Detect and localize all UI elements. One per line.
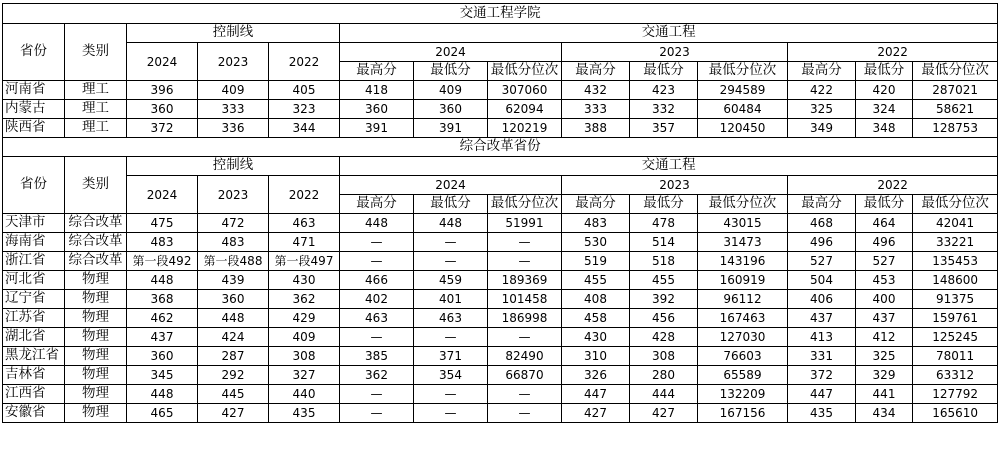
min-score-cell[interactable]: 325 — [856, 347, 913, 366]
control-2024-cell[interactable]: 368 — [127, 290, 198, 309]
control-2022-cell[interactable]: 第一段497 — [269, 252, 340, 271]
control-2023-cell[interactable]: 287 — [198, 347, 269, 366]
province-cell[interactable]: 河南省 — [3, 81, 65, 100]
table-row — [3, 119, 998, 138]
header-category[interactable]: 类别 — [65, 24, 127, 81]
control-2023-cell[interactable]: 427 — [198, 404, 269, 423]
control-2022-cell[interactable]: 327 — [269, 366, 340, 385]
max-score-cell[interactable]: — — [340, 233, 414, 252]
header-control-year-2023[interactable]: 2023 — [198, 176, 269, 214]
category-cell[interactable]: 物理 — [65, 385, 127, 404]
min-score-cell[interactable]: 354 — [414, 366, 488, 385]
control-2024-cell[interactable]: 462 — [127, 309, 198, 328]
control-2023-cell[interactable]: 409 — [198, 81, 269, 100]
control-2022-cell[interactable]: 405 — [269, 81, 340, 100]
header-control-year-2022[interactable]: 2022 — [269, 176, 340, 214]
province-cell[interactable]: 江西省 — [3, 385, 65, 404]
min-score-cell[interactable]: 348 — [856, 119, 913, 138]
control-2022-cell[interactable]: 430 — [269, 271, 340, 290]
control-2022-cell[interactable]: 429 — [269, 309, 340, 328]
category-cell[interactable]: 物理 — [65, 309, 127, 328]
header-category[interactable]: 类别 — [65, 157, 127, 214]
min-rank-cell[interactable]: 31473 — [698, 233, 788, 252]
header-max-score[interactable]: 最高分 — [340, 195, 414, 214]
table-row — [3, 366, 998, 385]
min-rank-cell[interactable]: 51991 — [488, 214, 562, 233]
section-title[interactable]: 综合改革省份 — [3, 138, 998, 157]
min-rank-cell[interactable]: 127030 — [698, 328, 788, 347]
control-2024-cell[interactable]: 396 — [127, 81, 198, 100]
max-score-cell[interactable]: 413 — [788, 328, 856, 347]
header-control-line[interactable]: 控制线 — [127, 157, 340, 176]
header-min-rank[interactable]: 最低分位次 — [913, 195, 998, 214]
table-row — [3, 271, 998, 290]
min-rank-cell[interactable]: 66870 — [488, 366, 562, 385]
max-score-cell[interactable]: 468 — [788, 214, 856, 233]
min-score-cell[interactable]: 409 — [414, 81, 488, 100]
header-min-rank[interactable]: 最低分位次 — [698, 195, 788, 214]
min-rank-cell[interactable]: 120450 — [698, 119, 788, 138]
control-2023-cell[interactable]: 448 — [198, 309, 269, 328]
control-2024-cell[interactable]: 448 — [127, 271, 198, 290]
min-rank-cell[interactable]: 58621 — [913, 100, 998, 119]
min-rank-cell[interactable]: 287021 — [913, 81, 998, 100]
min-rank-cell[interactable]: 135453 — [913, 252, 998, 271]
max-score-cell[interactable]: — — [340, 252, 414, 271]
min-rank-cell[interactable]: 65589 — [698, 366, 788, 385]
min-rank-cell[interactable]: 96112 — [698, 290, 788, 309]
min-score-cell[interactable]: 514 — [630, 233, 698, 252]
max-score-cell[interactable]: 385 — [340, 347, 414, 366]
max-score-cell[interactable]: — — [340, 404, 414, 423]
header-control-year-2023[interactable]: 2023 — [198, 43, 269, 81]
min-rank-cell[interactable]: 294589 — [698, 81, 788, 100]
min-rank-cell[interactable]: 82490 — [488, 347, 562, 366]
category-cell[interactable]: 综合改革 — [65, 233, 127, 252]
min-score-cell[interactable]: 427 — [630, 404, 698, 423]
max-score-cell[interactable]: 391 — [340, 119, 414, 138]
max-score-cell[interactable]: 402 — [340, 290, 414, 309]
header-min-score[interactable]: 最低分 — [856, 195, 913, 214]
max-score-cell[interactable]: 331 — [788, 347, 856, 366]
province-cell[interactable]: 陕西省 — [3, 119, 65, 138]
max-score-cell[interactable]: 466 — [340, 271, 414, 290]
table-row — [3, 385, 998, 404]
min-score-cell[interactable]: 401 — [414, 290, 488, 309]
min-rank-cell[interactable]: 148600 — [913, 271, 998, 290]
max-score-cell[interactable]: 530 — [562, 233, 630, 252]
min-score-cell[interactable]: 332 — [630, 100, 698, 119]
control-2023-cell[interactable]: 292 — [198, 366, 269, 385]
min-rank-cell[interactable]: 132209 — [698, 385, 788, 404]
header-control-year-2024[interactable]: 2024 — [127, 43, 198, 81]
max-score-cell[interactable]: 463 — [340, 309, 414, 328]
control-2024-cell[interactable]: 360 — [127, 100, 198, 119]
min-score-cell[interactable]: 453 — [856, 271, 913, 290]
header-min-rank[interactable]: 最低分位次 — [488, 62, 562, 81]
min-rank-cell[interactable]: 125245 — [913, 328, 998, 347]
header-max-score[interactable]: 最高分 — [340, 62, 414, 81]
province-cell[interactable]: 天津市 — [3, 214, 65, 233]
min-score-cell[interactable]: 392 — [630, 290, 698, 309]
max-score-cell[interactable]: 527 — [788, 252, 856, 271]
min-rank-cell[interactable]: 143196 — [698, 252, 788, 271]
max-score-cell[interactable]: 325 — [788, 100, 856, 119]
category-cell[interactable]: 物理 — [65, 366, 127, 385]
control-2022-cell[interactable]: 362 — [269, 290, 340, 309]
min-rank-cell[interactable]: 128753 — [913, 119, 998, 138]
header-min-score[interactable]: 最低分 — [414, 195, 488, 214]
control-2022-cell[interactable]: 308 — [269, 347, 340, 366]
header-min-score[interactable]: 最低分 — [856, 62, 913, 81]
header-major[interactable]: 交通工程 — [340, 24, 998, 43]
category-cell[interactable]: 物理 — [65, 290, 127, 309]
header-control-line[interactable]: 控制线 — [127, 24, 340, 43]
table-row — [3, 100, 998, 119]
header-major[interactable]: 交通工程 — [340, 157, 998, 176]
min-score-cell[interactable]: 412 — [856, 328, 913, 347]
min-score-cell[interactable]: 434 — [856, 404, 913, 423]
table-row — [3, 309, 998, 328]
table-row — [3, 290, 998, 309]
min-score-cell[interactable]: 280 — [630, 366, 698, 385]
province-cell[interactable]: 黑龙江省 — [3, 347, 65, 366]
control-2024-cell[interactable]: 第一段492 — [127, 252, 198, 271]
province-cell[interactable]: 吉林省 — [3, 366, 65, 385]
max-score-cell[interactable]: 422 — [788, 81, 856, 100]
control-2023-cell[interactable]: 439 — [198, 271, 269, 290]
header-province[interactable]: 省份 — [3, 157, 65, 214]
header-min-score[interactable]: 最低分 — [630, 62, 698, 81]
header-max-score[interactable]: 最高分 — [788, 195, 856, 214]
min-score-cell[interactable]: 324 — [856, 100, 913, 119]
max-score-cell[interactable]: 418 — [340, 81, 414, 100]
max-score-cell[interactable]: 447 — [788, 385, 856, 404]
min-score-cell[interactable]: — — [414, 385, 488, 404]
header-control-year-2024[interactable]: 2024 — [127, 176, 198, 214]
control-2022-cell[interactable]: 435 — [269, 404, 340, 423]
category-cell[interactable]: 物理 — [65, 347, 127, 366]
min-score-cell[interactable]: 459 — [414, 271, 488, 290]
max-score-cell[interactable]: — — [340, 385, 414, 404]
min-rank-cell[interactable]: 186998 — [488, 309, 562, 328]
header-min-rank[interactable]: 最低分位次 — [698, 62, 788, 81]
header-year-2022[interactable]: 2022 — [788, 43, 998, 62]
min-rank-cell[interactable]: — — [488, 328, 562, 347]
max-score-cell[interactable]: 458 — [562, 309, 630, 328]
admission-score-table — [2, 3, 998, 423]
table-row — [3, 233, 998, 252]
province-cell[interactable]: 内蒙古 — [3, 100, 65, 119]
control-2024-cell[interactable]: 475 — [127, 214, 198, 233]
control-2022-cell[interactable]: 440 — [269, 385, 340, 404]
min-rank-cell[interactable]: 42041 — [913, 214, 998, 233]
control-2024-cell[interactable]: 345 — [127, 366, 198, 385]
category-cell[interactable]: 理工 — [65, 100, 127, 119]
min-rank-cell[interactable]: 167156 — [698, 404, 788, 423]
table-row — [3, 347, 998, 366]
min-score-cell[interactable]: 437 — [856, 309, 913, 328]
header-control-year-2022[interactable]: 2022 — [269, 43, 340, 81]
min-score-cell[interactable]: 357 — [630, 119, 698, 138]
control-2022-cell[interactable]: 323 — [269, 100, 340, 119]
min-rank-cell[interactable]: 63312 — [913, 366, 998, 385]
max-score-cell[interactable]: 408 — [562, 290, 630, 309]
min-score-cell[interactable]: 463 — [414, 309, 488, 328]
header-min-rank[interactable]: 最低分位次 — [913, 62, 998, 81]
min-score-cell[interactable]: 455 — [630, 271, 698, 290]
min-rank-cell[interactable]: — — [488, 404, 562, 423]
control-2023-cell[interactable]: 第一段488 — [198, 252, 269, 271]
header-year-2022[interactable]: 2022 — [788, 176, 998, 195]
min-score-cell[interactable]: 391 — [414, 119, 488, 138]
min-score-cell[interactable]: 518 — [630, 252, 698, 271]
min-score-cell[interactable]: 329 — [856, 366, 913, 385]
header-max-score[interactable]: 最高分 — [562, 195, 630, 214]
max-score-cell[interactable]: 437 — [788, 309, 856, 328]
province-cell[interactable]: 海南省 — [3, 233, 65, 252]
max-score-cell[interactable]: 388 — [562, 119, 630, 138]
min-rank-cell[interactable]: 120219 — [488, 119, 562, 138]
category-cell[interactable]: 物理 — [65, 271, 127, 290]
max-score-cell[interactable]: 435 — [788, 404, 856, 423]
min-rank-cell[interactable]: 33221 — [913, 233, 998, 252]
province-cell[interactable]: 河北省 — [3, 271, 65, 290]
max-score-cell[interactable]: 448 — [340, 214, 414, 233]
max-score-cell[interactable]: 360 — [340, 100, 414, 119]
header-year-2023[interactable]: 2023 — [562, 43, 788, 62]
province-cell[interactable]: 湖北省 — [3, 328, 65, 347]
min-rank-cell[interactable]: 159761 — [913, 309, 998, 328]
control-2023-cell[interactable]: 333 — [198, 100, 269, 119]
category-cell[interactable]: 综合改革 — [65, 214, 127, 233]
max-score-cell[interactable]: 427 — [562, 404, 630, 423]
college-title[interactable]: 交通工程学院 — [3, 4, 998, 24]
control-2024-cell[interactable]: 448 — [127, 385, 198, 404]
min-score-cell[interactable]: 441 — [856, 385, 913, 404]
province-cell[interactable]: 浙江省 — [3, 252, 65, 271]
max-score-cell[interactable]: 372 — [788, 366, 856, 385]
min-rank-cell[interactable]: 127792 — [913, 385, 998, 404]
control-2022-cell[interactable]: 409 — [269, 328, 340, 347]
min-score-cell[interactable]: — — [414, 328, 488, 347]
control-2023-cell[interactable]: 483 — [198, 233, 269, 252]
category-cell[interactable]: 物理 — [65, 328, 127, 347]
max-score-cell[interactable]: 333 — [562, 100, 630, 119]
control-2024-cell[interactable]: 465 — [127, 404, 198, 423]
min-rank-cell[interactable]: 76603 — [698, 347, 788, 366]
table-body — [3, 4, 998, 423]
min-score-cell[interactable]: 478 — [630, 214, 698, 233]
min-rank-cell[interactable]: 60484 — [698, 100, 788, 119]
min-score-cell[interactable]: 527 — [856, 252, 913, 271]
max-score-cell[interactable]: 310 — [562, 347, 630, 366]
min-rank-cell[interactable]: — — [488, 233, 562, 252]
control-2024-cell[interactable]: 437 — [127, 328, 198, 347]
control-2024-cell[interactable]: 360 — [127, 347, 198, 366]
max-score-cell[interactable]: 504 — [788, 271, 856, 290]
min-score-cell[interactable]: 428 — [630, 328, 698, 347]
header-year-2024[interactable]: 2024 — [340, 43, 562, 62]
min-score-cell[interactable]: 420 — [856, 81, 913, 100]
min-rank-cell[interactable]: 43015 — [698, 214, 788, 233]
min-rank-cell[interactable]: 165610 — [913, 404, 998, 423]
control-2023-cell[interactable]: 336 — [198, 119, 269, 138]
max-score-cell[interactable]: 406 — [788, 290, 856, 309]
table-row — [3, 328, 998, 347]
min-score-cell[interactable]: 308 — [630, 347, 698, 366]
min-rank-cell[interactable]: 307060 — [488, 81, 562, 100]
min-rank-cell[interactable]: 167463 — [698, 309, 788, 328]
min-rank-cell[interactable]: — — [488, 252, 562, 271]
table-row — [3, 81, 998, 100]
min-score-cell[interactable]: 448 — [414, 214, 488, 233]
control-2022-cell[interactable]: 471 — [269, 233, 340, 252]
category-cell[interactable]: 综合改革 — [65, 252, 127, 271]
province-cell[interactable]: 江苏省 — [3, 309, 65, 328]
category-cell[interactable]: 理工 — [65, 119, 127, 138]
control-2023-cell[interactable]: 472 — [198, 214, 269, 233]
control-2023-cell[interactable]: 360 — [198, 290, 269, 309]
header-max-score[interactable]: 最高分 — [788, 62, 856, 81]
min-score-cell[interactable]: 400 — [856, 290, 913, 309]
control-2024-cell[interactable]: 372 — [127, 119, 198, 138]
min-score-cell[interactable]: 423 — [630, 81, 698, 100]
category-cell[interactable]: 理工 — [65, 81, 127, 100]
min-rank-cell[interactable]: 189369 — [488, 271, 562, 290]
control-2023-cell[interactable]: 445 — [198, 385, 269, 404]
max-score-cell[interactable]: 326 — [562, 366, 630, 385]
header-min-score[interactable]: 最低分 — [630, 195, 698, 214]
min-score-cell[interactable]: — — [414, 252, 488, 271]
min-score-cell[interactable]: 456 — [630, 309, 698, 328]
header-year-2024[interactable]: 2024 — [340, 176, 562, 195]
min-rank-cell[interactable]: 62094 — [488, 100, 562, 119]
min-rank-cell[interactable]: — — [488, 385, 562, 404]
header-max-score[interactable]: 最高分 — [562, 62, 630, 81]
control-2023-cell[interactable]: 424 — [198, 328, 269, 347]
max-score-cell[interactable]: 455 — [562, 271, 630, 290]
min-score-cell[interactable]: — — [414, 233, 488, 252]
max-score-cell[interactable]: 430 — [562, 328, 630, 347]
table-row — [3, 252, 998, 271]
max-score-cell[interactable]: 496 — [788, 233, 856, 252]
min-rank-cell[interactable]: 101458 — [488, 290, 562, 309]
min-score-cell[interactable]: — — [414, 404, 488, 423]
min-score-cell[interactable]: 371 — [414, 347, 488, 366]
max-score-cell[interactable]: 432 — [562, 81, 630, 100]
min-rank-cell[interactable]: 78011 — [913, 347, 998, 366]
table-row — [3, 404, 998, 423]
table-row — [3, 214, 998, 233]
max-score-cell[interactable]: 349 — [788, 119, 856, 138]
max-score-cell[interactable]: — — [340, 328, 414, 347]
province-cell[interactable]: 辽宁省 — [3, 290, 65, 309]
header-min-score[interactable]: 最低分 — [414, 62, 488, 81]
min-rank-cell[interactable]: 91375 — [913, 290, 998, 309]
header-province[interactable]: 省份 — [3, 24, 65, 81]
min-score-cell[interactable]: 360 — [414, 100, 488, 119]
header-year-2023[interactable]: 2023 — [562, 176, 788, 195]
control-2022-cell[interactable]: 463 — [269, 214, 340, 233]
control-2024-cell[interactable]: 483 — [127, 233, 198, 252]
province-cell[interactable]: 安徽省 — [3, 404, 65, 423]
max-score-cell[interactable]: 519 — [562, 252, 630, 271]
min-rank-cell[interactable]: 160919 — [698, 271, 788, 290]
category-cell[interactable]: 物理 — [65, 404, 127, 423]
max-score-cell[interactable]: 483 — [562, 214, 630, 233]
max-score-cell[interactable]: 447 — [562, 385, 630, 404]
min-score-cell[interactable]: 496 — [856, 233, 913, 252]
max-score-cell[interactable]: 362 — [340, 366, 414, 385]
min-score-cell[interactable]: 464 — [856, 214, 913, 233]
header-min-rank[interactable]: 最低分位次 — [488, 195, 562, 214]
min-score-cell[interactable]: 444 — [630, 385, 698, 404]
control-2022-cell[interactable]: 344 — [269, 119, 340, 138]
